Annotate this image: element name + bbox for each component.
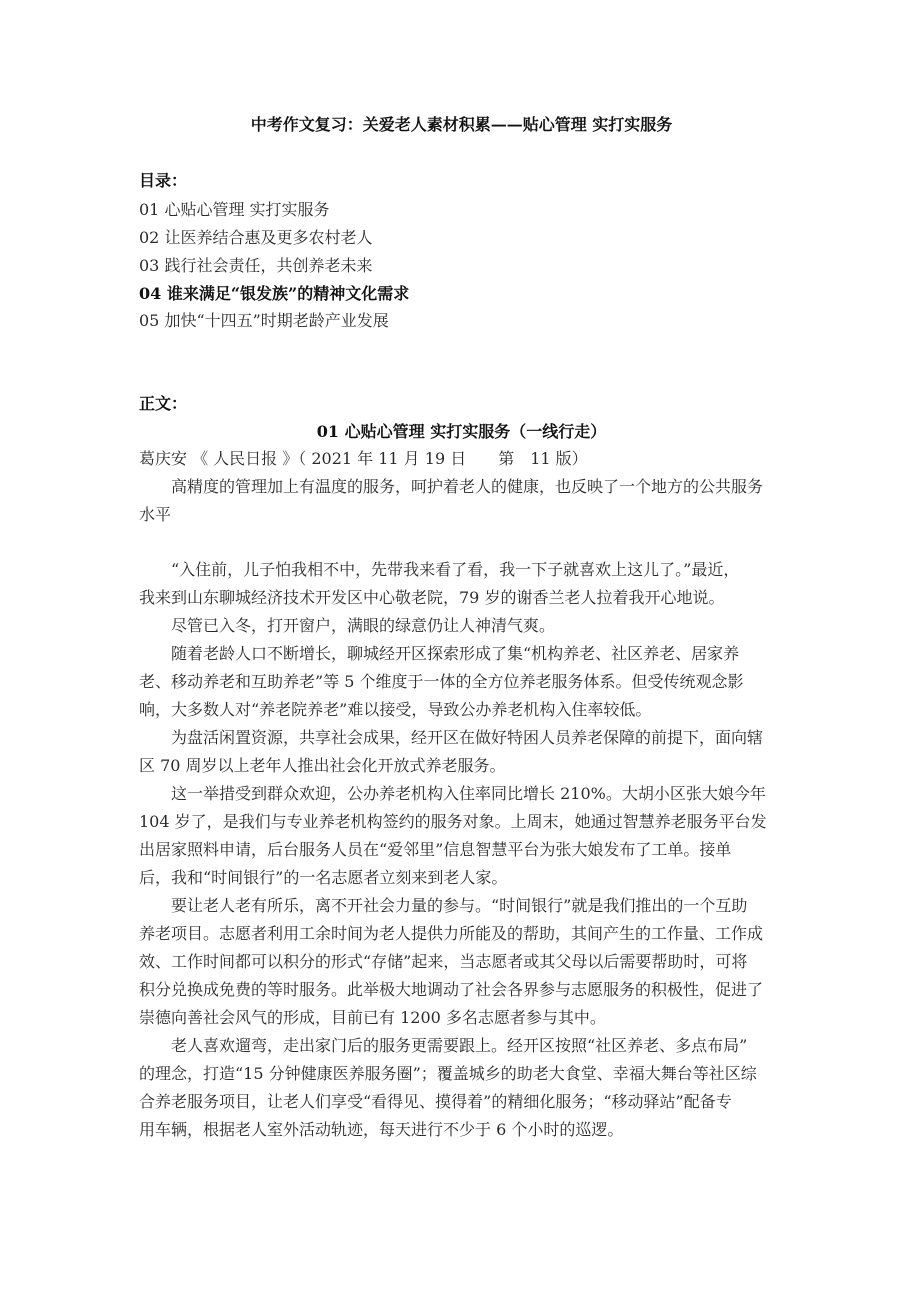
toc-item: 05 加快“十四五”时期老龄产业发展 [139, 311, 389, 330]
body-text-line: 区 70 周岁以上老年人推出社会化开放式养老服务。 [139, 756, 506, 775]
toc-label: 目录： [139, 171, 188, 190]
body-text-line: 这一举措受到群众欢迎，公办养老机构入住率同比增长 210%。大胡小区张大娘今年 [171, 784, 766, 803]
toc-item: 02 让医养结合惠及更多农村老人 [139, 228, 373, 247]
body-text-line: 我来到山东聊城经济技术开发区中心敬老院，79 岁的谢香兰老人拉着我开心地说。 [139, 588, 725, 607]
body-text-line: “入住前，儿子怕我相不中，先带我来看了看，我一下子就喜欢上这儿了。”最近， [171, 560, 740, 579]
body-text-line: 高精度的管理加上有温度的服务，呵护着老人的健康，也反映了一个地方的公共服务 [171, 477, 764, 496]
body-text-line: 的理念，打造“15 分钟健康医养服务圈”；覆盖城乡的助老大食堂、幸福大舞台等社区综 [139, 1064, 757, 1083]
toc-item: 04 谁来满足“银发族”的精神文化需求 [139, 284, 410, 303]
body-text-line: 老人喜欢遛弯，走出家门后的服务更需要跟上。经开区按照“社区养老、多点布局” [171, 1036, 748, 1055]
toc-item: 03 践行社会责任，共创养老未来 [139, 256, 373, 275]
document-title: 中考作文复习：关爱老人素材积累——贴心管理 实打实服务 [250, 115, 673, 134]
article-title: 01 心贴心管理 实打实服务（一线行走） [316, 422, 607, 441]
body-text-line: 崇德向善社会风气的形成，目前已有 1200 多名志愿者参与其中。 [139, 1008, 606, 1027]
body-text-line: 后，我和“时间银行”的一名志愿者立刻来到老人家。 [139, 868, 508, 887]
body-text-line: 效、工作时间都可以积分的形式“存储”起来，当志愿者或其父母以后需要帮助时，可将 [139, 952, 748, 971]
body-text-line: 养老项目。志愿者利用工余时间为老人提供力所能及的帮助，其间产生的工作量、工作成 [139, 924, 764, 943]
body-text-line: 随着老龄人口不断增长，聊城经开区探索形成了集“机构养老、社区养老、居家养 [171, 644, 740, 663]
body-text-line: 104 岁了，是我们与专业养老机构签约的服务对象。上周末，她通过智慧养老服务平台发 [139, 812, 767, 831]
body-text-line: 合养老服务项目，让老人们享受“看得见、摸得着”的精细化服务；“移动驿站”配备专 [139, 1092, 732, 1111]
body-text-line: 用车辆，根据老人室外活动轨迹，每天进行不少于 6 个小时的巡逻。 [139, 1120, 624, 1139]
article-byline: 葛庆安 《 人民日报 》（ 2021 年 11 月 19 日 第 11 版） [139, 449, 588, 468]
body-text-line: 老、移动养老和互助养老”等 5 个维度于一体的全方位养老服务体系。但受传统观念影 [139, 672, 744, 691]
body-text-line: 水平 [139, 505, 172, 524]
body-text-line: 尽管已入冬，打开窗户，满眼的绿意仍让人神清气爽。 [171, 616, 556, 635]
body-text-line: 出居家照料申请，后台服务人员在“爱邻里”信息智慧平台为张大娘发布了工单。接单 [139, 840, 732, 859]
body-text-line: 要让老人老有所乐，离不开社会力量的参与。“时间银行”就是我们推出的一个互助 [171, 896, 748, 915]
toc-item: 01 心贴心管理 实打实服务 [139, 200, 330, 219]
body-text-line: 积分兑换成免费的等时服务。此举极大地调动了社会各界参与志愿服务的积极性，促进了 [139, 980, 764, 999]
body-text-line: 响，大多数人对“养老院养老”难以接受，导致公办养老机构入住率较低。 [139, 700, 652, 719]
body-text-line: 为盘活闲置资源，共享社会成果，经开区在做好特困人员养老保障的前提下，面向辖 [171, 728, 764, 747]
body-label: 正文： [139, 394, 188, 413]
